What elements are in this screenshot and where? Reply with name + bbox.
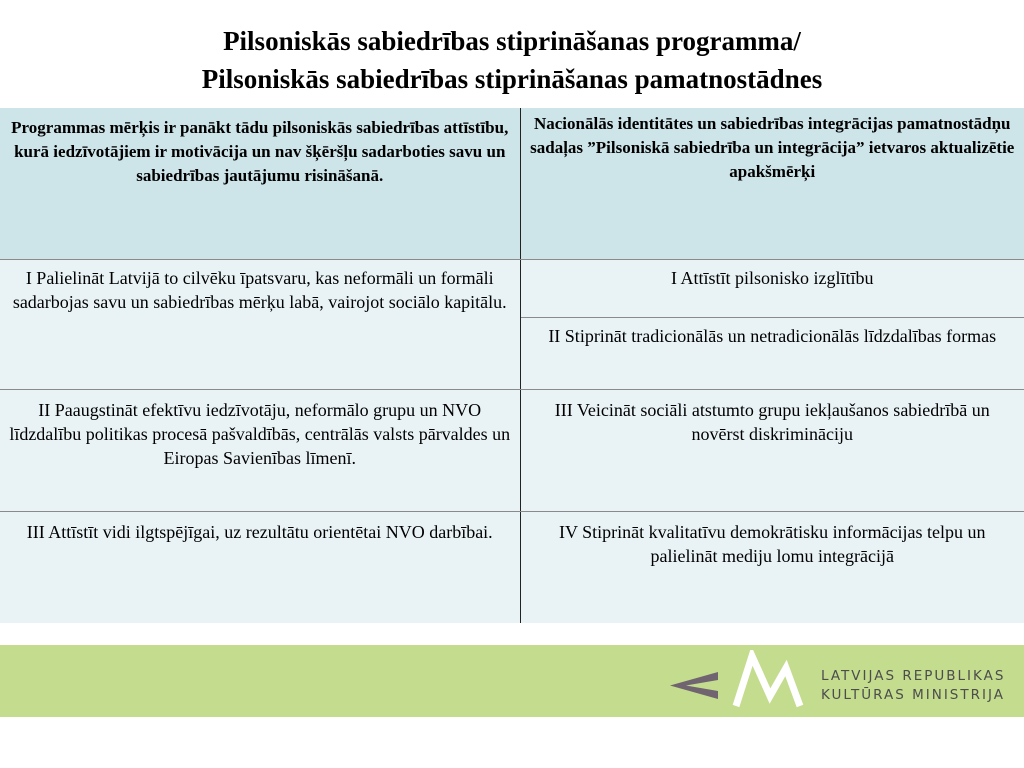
- slide-title-line-1: Pilsoniskās sabiedrības stiprināšanas programma/: [223, 26, 801, 56]
- subgoal-2: II Stiprināt tradicionālās un netradicionālās līdzdalības formas: [520, 317, 1024, 389]
- subgoal-1: I Attīstīt pilsonisko izglītību: [520, 259, 1024, 317]
- program-goal-1: I Palielināt Latvijā to cilvēku īpatsvaru, kas neformāli un formāli sadarbojas savu un sabiedrības mērķu labā, vairojot sociālo kapitālu.: [0, 259, 520, 389]
- ministry-logo-text: [821, 667, 1005, 705]
- table-row: [0, 389, 1024, 511]
- comparison-table: [0, 108, 1024, 623]
- slide-title-line-2: Pilsoniskās sabiedrības stiprināšanas pamatnostādnes: [201, 64, 823, 94]
- logo-line-1: LATVIJAS REPUBLIKAS: [821, 668, 1006, 684]
- header-cell-subgoals: Nacionālās identitātes un sabiedrības integrācijas pamatnostādņu sadaļas ”Pilsoniskā sabiedrība un integrācija” ietvaros aktualizētie apakšmērķi: [520, 108, 1024, 259]
- program-goal-2: II Paaugstināt efektīvu iedzīvotāju, neformālo grupu un NVO līdzdalību politikas procesā pašvaldībās, centrālās valsts pārvaldes un Eiropas Savienības līmenī.: [0, 389, 520, 511]
- subgoal-4: IV Stiprināt kvalitatīvu demokrātisku informācijas telpu un palielināt mediju lomu integrācijā: [520, 511, 1024, 623]
- slide-title: [0, 22, 1024, 98]
- ministry-logo-icon: [668, 650, 808, 716]
- header-cell-program-goal: Programmas mērķis ir panākt tādu pilsoniskās sabiedrības attīstību, kurā iedzīvotājiem ir motivācija un nav šķēršļu sadarboties savu un sabiedrības jautājumu risināšanā.: [0, 108, 520, 259]
- table-header-row: [0, 108, 1024, 259]
- table-row: [0, 511, 1024, 623]
- table-row: [0, 259, 1024, 317]
- subgoal-3: III Veicināt sociāli atstumto grupu iekļaušanos sabiedrībā un novērst diskrimināciju: [520, 389, 1024, 511]
- logo-line-2: KULTŪRAS MINISTRIJA: [821, 687, 1005, 703]
- program-goal-3: III Attīstīt vidi ilgtspējīgai, uz rezultātu orientētai NVO darbībai.: [0, 511, 520, 623]
